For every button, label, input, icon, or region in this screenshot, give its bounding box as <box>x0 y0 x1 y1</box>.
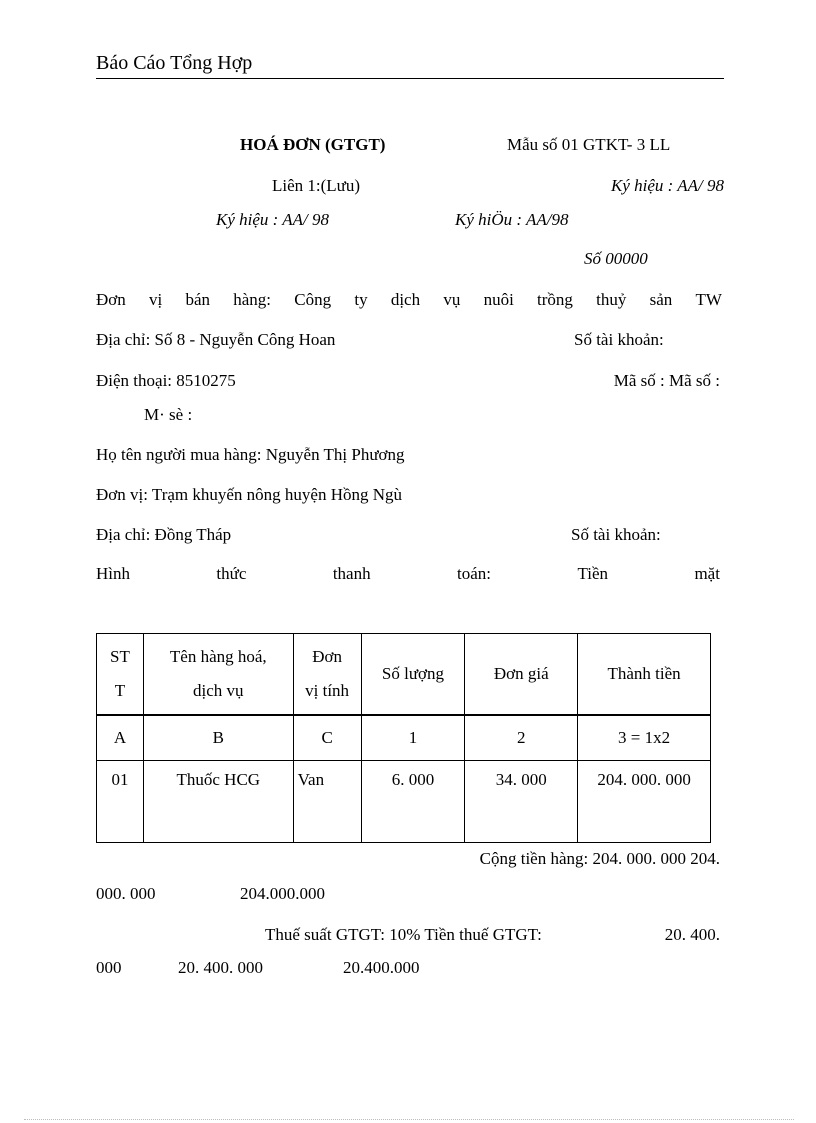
seller-unit-word: trồng <box>537 290 573 309</box>
header-unit-price: Đơn giá <box>465 634 578 716</box>
payment-method-line <box>96 564 720 584</box>
seller-unit-word: sản <box>649 290 673 309</box>
cell-quantity: 6. 000 <box>361 761 465 843</box>
code-cell: B <box>143 715 293 761</box>
seller-tax-code: Mã số : Mã số : <box>613 371 720 390</box>
vat-value-spaced: 20. 400. 000 <box>178 958 263 977</box>
buyer-unit: Đơn vị: Trạm khuyến nông huyện Hồng Ngù <box>96 485 403 504</box>
invoice-number: Số 00000 <box>584 249 648 268</box>
seller-address: Địa chỉ: Số 8 - Nguyễn Công Hoan <box>96 330 336 349</box>
seller-unit-word: vụ <box>443 290 461 309</box>
seller-garbled-tax-label: M· sè : <box>144 405 193 424</box>
code-cell: 3 = 1x2 <box>578 715 711 761</box>
vat-value-start: 20. 400. <box>664 925 720 944</box>
seller-account-label: Số tài khoản: <box>574 330 664 349</box>
seller-unit-word: dịch <box>390 290 421 309</box>
report-header-title: Báo Cáo Tổng Hợp <box>96 52 253 74</box>
header-amount: Thành tiền <box>578 634 711 716</box>
table-header-row <box>97 634 711 716</box>
vat-continued: 000 <box>96 958 122 977</box>
seller-unit-word: vị <box>149 290 163 309</box>
total-goods-line: Cộng tiền hàng: 204. 000. 000 204. <box>479 849 720 868</box>
seller-unit-word: thuỷ <box>596 290 627 309</box>
total-goods-continued: 000. 000 <box>96 884 156 903</box>
invoice-form-number: Mẫu số 01 GTKT- 3 LL <box>507 135 671 154</box>
seller-phone: Điện thoại: 8510275 <box>96 371 236 390</box>
header-name-line2: dịch vụ <box>193 681 244 700</box>
page-bottom-divider <box>24 1119 794 1120</box>
header-stt-line2: T <box>114 681 126 700</box>
vat-rate-line: Thuế suất GTGT: 10% Tiền thuế GTGT: <box>265 925 542 944</box>
payment-word: Hình <box>96 564 130 583</box>
seller-unit-word: bán <box>185 290 211 309</box>
buyer-name: Họ tên người mua hàng: Nguyễn Thị Phương <box>96 445 405 464</box>
seller-unit-word: TW <box>695 290 722 309</box>
code-cell: A <box>97 715 144 761</box>
payment-word: mặt <box>694 564 720 583</box>
invoice-symbol-mid: Ký hiÖu : AA/98 <box>455 210 569 229</box>
header-unit <box>293 634 361 716</box>
header-quantity: Số lượng <box>361 634 465 716</box>
header-name-line1: Tên hàng hoá, <box>169 647 267 666</box>
buyer-address: Địa chỉ: Đồng Tháp <box>96 525 232 544</box>
seller-unit-word: nuôi <box>483 290 514 309</box>
code-cell: 2 <box>465 715 578 761</box>
buyer-account-label: Số tài khoản: <box>571 525 661 544</box>
vat-value: 20.400.000 <box>343 958 420 977</box>
seller-unit-word: Công <box>294 290 332 309</box>
invoice-symbol-left: Ký hiệu : AA/ 98 <box>216 210 329 229</box>
seller-unit-word: Đơn <box>96 290 126 309</box>
invoice-symbol-right: Ký hiệu : AA/ 98 <box>611 176 724 195</box>
cell-amount: 204. 000. 000 <box>578 761 711 843</box>
header-stt-line1: ST <box>110 647 130 666</box>
seller-unit-word: hàng: <box>233 290 272 309</box>
total-goods-value: 204.000.000 <box>240 884 325 903</box>
invoice-copy-label: Liên 1:(Lưu) <box>272 176 361 195</box>
seller-unit-line <box>96 290 722 310</box>
payment-word: thanh <box>332 564 371 583</box>
cell-stt: 01 <box>97 761 144 843</box>
cell-item-name: Thuốc HCG <box>143 761 293 843</box>
header-unit-line2: vị tính <box>305 681 350 700</box>
code-cell: C <box>293 715 361 761</box>
table-row <box>97 761 711 843</box>
cell-unit: Van <box>293 761 361 843</box>
header-stt <box>97 634 144 716</box>
code-cell: 1 <box>361 715 465 761</box>
table-code-row <box>97 715 711 761</box>
payment-word: toán: <box>457 564 492 583</box>
payment-word: thức <box>216 564 247 583</box>
header-unit-line1: Đơn <box>312 647 342 666</box>
invoice-items-table <box>96 633 711 843</box>
header-rule <box>96 78 724 79</box>
header-item-name <box>143 634 293 716</box>
payment-word: Tiền <box>577 564 609 583</box>
cell-unit-price: 34. 000 <box>465 761 578 843</box>
seller-unit-word: ty <box>354 290 368 309</box>
invoice-title: HOÁ ĐƠN (GTGT) <box>240 135 386 154</box>
